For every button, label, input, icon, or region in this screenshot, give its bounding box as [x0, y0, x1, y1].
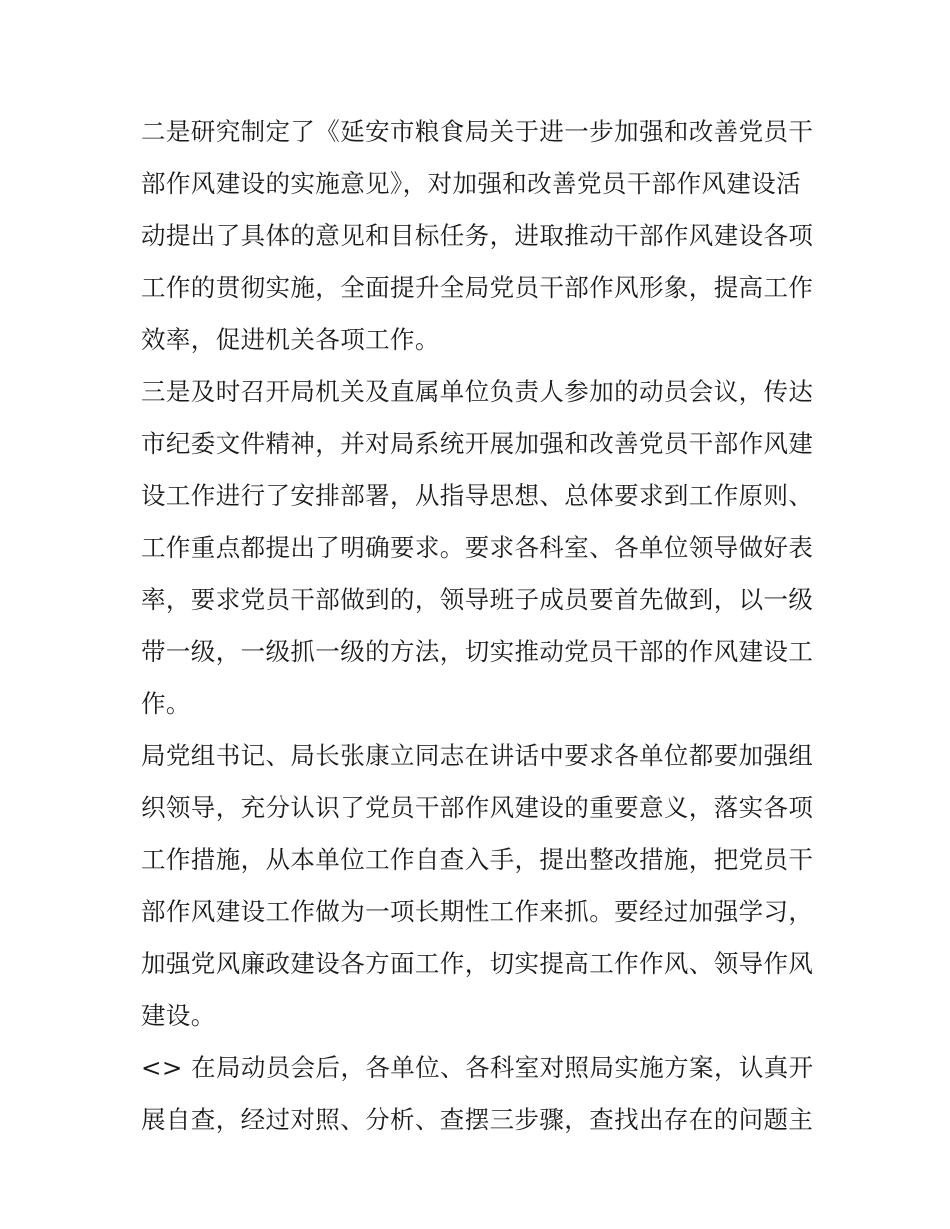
- text-line: 市纪委文件精神，并对局系统开展加强和改善党员干部作风建: [141, 429, 814, 458]
- text-line: 工作的贯彻实施，全面提升全局党员干部作风形象，提高工作: [141, 273, 814, 302]
- text-line: 工作措施，从本单位工作自查入手，提出整改措施，把党员干: [141, 845, 814, 874]
- text-line: 设工作进行了安排部署，从指导思想、总体要求到工作原则、: [141, 481, 814, 510]
- text-line: 三是及时召开局机关及直属单位负责人参加的动员会议，传达: [141, 377, 814, 406]
- text-line: 效率，促进机关各项工作。: [141, 325, 440, 354]
- text-line: 加强党风廉政建设各方面工作，切实提高工作作风、领导作风: [141, 949, 814, 978]
- text-line: 动提出了具体的意见和目标任务，进取推动干部作风建设各项: [141, 221, 814, 250]
- text-line: 建设。: [141, 1001, 216, 1030]
- text-line: 率，要求党员干部做到的，领导班子成员要首先做到，以一级: [141, 585, 814, 614]
- document-body: [141, 106, 813, 1146]
- text-line: 展自查，经过对照、分析、查摆三步骤，查找出存在的问题主: [141, 1105, 814, 1134]
- text-line: 工作重点都提出了明确要求。要求各科室、各单位领导做好表: [141, 533, 814, 562]
- text-line: 织领导，充分认识了党员干部作风建设的重要意义，落实各项: [141, 793, 814, 822]
- text-line: 部作风建设工作做为一项长期性工作来抓。要经过加强学习，: [141, 897, 814, 926]
- text-line: 部作风建设的实施意见》，对加强和改善党员干部作风建设活: [141, 169, 802, 198]
- text-line: 作。: [141, 689, 191, 718]
- text-line: <> 在局动员会后，各单位、各科室对照局实施方案，认真开: [141, 1053, 814, 1082]
- text-line: 局党组书记、局长张康立同志在讲话中要求各单位都要加强组: [141, 741, 814, 770]
- text-line: 带一级，一级抓一级的方法，切实推动党员干部的作风建设工: [141, 637, 814, 666]
- text-line: 二是研究制定了《延安市粮食局关于进一步加强和改善党员干: [141, 117, 814, 146]
